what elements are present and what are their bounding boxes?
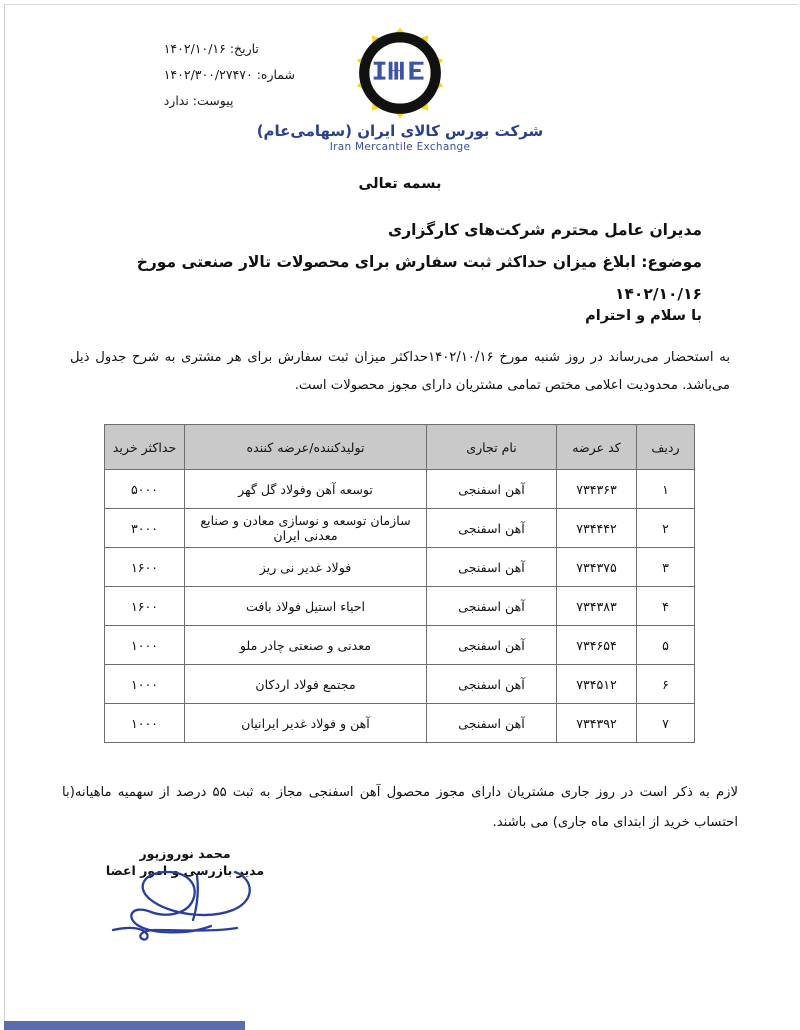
table-row bbox=[105, 587, 695, 626]
cell-max: ۱۰۰۰ bbox=[105, 704, 185, 743]
body-paragraph: به استحضار می‌رساند در روز شنبه مورخ ۱۴۰۲/۱۰/۱۶حداکثر میزان ثبت سفارش برای هر مشتری به شرح جدول ذیل می‌باشد. محدودیت اعلامی مختص تمامی مشتریان دارای مجوز محصولات است. bbox=[70, 350, 730, 393]
cell-radif: ۱ bbox=[637, 470, 695, 509]
cell-code: ۷۳۴۵۱۲ bbox=[557, 665, 637, 704]
cell-producer: آهن و فولاد غدیر ایرانیان bbox=[185, 704, 427, 743]
cell-producer: مجتمع فولاد اردکان bbox=[185, 665, 427, 704]
signatory-name: محمد نوروزپور bbox=[139, 846, 231, 861]
cell-brand: آهن اسفنجی bbox=[427, 665, 557, 704]
cell-brand: آهن اسفنجی bbox=[427, 704, 557, 743]
company-name-en: Iran Mercantile Exchange bbox=[329, 141, 471, 153]
col-header-brand: نام تجاری bbox=[427, 425, 557, 470]
offers-table-body bbox=[105, 470, 695, 743]
letter-attachment: پیوست: ندارد bbox=[163, 93, 234, 108]
company-name-fa: شرکت بورس کالای ایران (سهامی‌عام) bbox=[256, 122, 544, 140]
cell-code: ۷۳۴۳۸۳ bbox=[557, 587, 637, 626]
subject-line: موضوع: ابلاغ میزان حداکثر ثبت سفارش برای محصولات تالار صنعتی مورخ ۱۴۰۲/۱۰/۱۶ bbox=[136, 253, 702, 303]
col-header-radif: ردیف bbox=[637, 425, 695, 470]
table-row bbox=[105, 665, 695, 704]
cell-radif: ۷ bbox=[637, 704, 695, 743]
cell-radif: ۲ bbox=[637, 509, 695, 548]
table-header-row bbox=[105, 425, 695, 470]
cell-brand: آهن اسفنجی bbox=[427, 470, 557, 509]
ime-logo-icon bbox=[353, 26, 447, 120]
addressee-line: مدیران عامل محترم شرکت‌های کارگزاری bbox=[387, 221, 702, 239]
table-row bbox=[105, 626, 695, 665]
cell-brand: آهن اسفنجی bbox=[427, 587, 557, 626]
col-header-max: حداکثر خرید bbox=[105, 425, 185, 470]
cell-max: ۱۰۰۰ bbox=[105, 626, 185, 665]
footer-note-paragraph: لازم به ذکر است در روز جاری مشتریان دارای مجوز محصول آهن اسفنجی مجاز به ثبت ۵۵ درصد از سهمیه ماهیانه(با احتساب خرید از ابتدای ماه جاری) می باشند. bbox=[62, 785, 738, 830]
cell-producer: معدنی و صنعتی چادر ملو bbox=[185, 626, 427, 665]
col-header-code: کد عرضه bbox=[557, 425, 637, 470]
table-row bbox=[105, 704, 695, 743]
cell-brand: آهن اسفنجی bbox=[427, 548, 557, 587]
cell-radif: ۳ bbox=[637, 548, 695, 587]
besmeh-heading: بسمه تعالی bbox=[358, 176, 442, 192]
cell-producer: توسعه آهن وفولاد گل گهر bbox=[185, 470, 427, 509]
letter-number: شماره: ۱۴۰۲/۳۰۰/۲۷۴۷۰ bbox=[163, 67, 295, 82]
cell-producer: سازمان توسعه و نوسازی معادن و صنایع معدنی ایران bbox=[185, 509, 427, 548]
bottom-accent-bar bbox=[4, 1021, 245, 1030]
cell-code: ۷۳۴۳۹۲ bbox=[557, 704, 637, 743]
offers-table bbox=[104, 424, 695, 743]
cell-max: ۱۶۰۰ bbox=[105, 548, 185, 587]
col-header-producer: تولیدکننده/عرضه کننده bbox=[185, 425, 427, 470]
cell-code: ۷۳۴۳۷۵ bbox=[557, 548, 637, 587]
cell-max: ۱۰۰۰ bbox=[105, 665, 185, 704]
signatory-title: مدیر بازرسی و امور اعضا bbox=[105, 863, 265, 878]
cell-radif: ۵ bbox=[637, 626, 695, 665]
table-row bbox=[105, 509, 695, 548]
cell-max: ۱۶۰۰ bbox=[105, 587, 185, 626]
table-row bbox=[105, 470, 695, 509]
cell-max: ۵۰۰۰ bbox=[105, 470, 185, 509]
offers-table-wrapper bbox=[105, 424, 695, 743]
cell-code: ۷۳۴۶۵۴ bbox=[557, 626, 637, 665]
cell-radif: ۴ bbox=[637, 587, 695, 626]
offers-table-head bbox=[105, 425, 695, 470]
cell-brand: آهن اسفنجی bbox=[427, 626, 557, 665]
cell-producer: فولاد غدیر نی ریز bbox=[185, 548, 427, 587]
cell-code: ۷۳۴۳۶۳ bbox=[557, 470, 637, 509]
table-row bbox=[105, 548, 695, 587]
company-logo-block bbox=[0, 26, 800, 153]
cell-producer: احیاء استیل فولاد بافت bbox=[185, 587, 427, 626]
cell-radif: ۶ bbox=[637, 665, 695, 704]
salutation-line: با سلام و احترام bbox=[585, 308, 702, 324]
letter-date: تاریخ: ۱۴۰۲/۱۰/۱۶ bbox=[163, 41, 259, 56]
cell-max: ۳۰۰۰ bbox=[105, 509, 185, 548]
addressing-block bbox=[82, 214, 702, 310]
cell-code: ۷۳۴۴۴۲ bbox=[557, 509, 637, 548]
handwritten-signature bbox=[85, 856, 295, 946]
cell-brand: آهن اسفنجی bbox=[427, 509, 557, 548]
